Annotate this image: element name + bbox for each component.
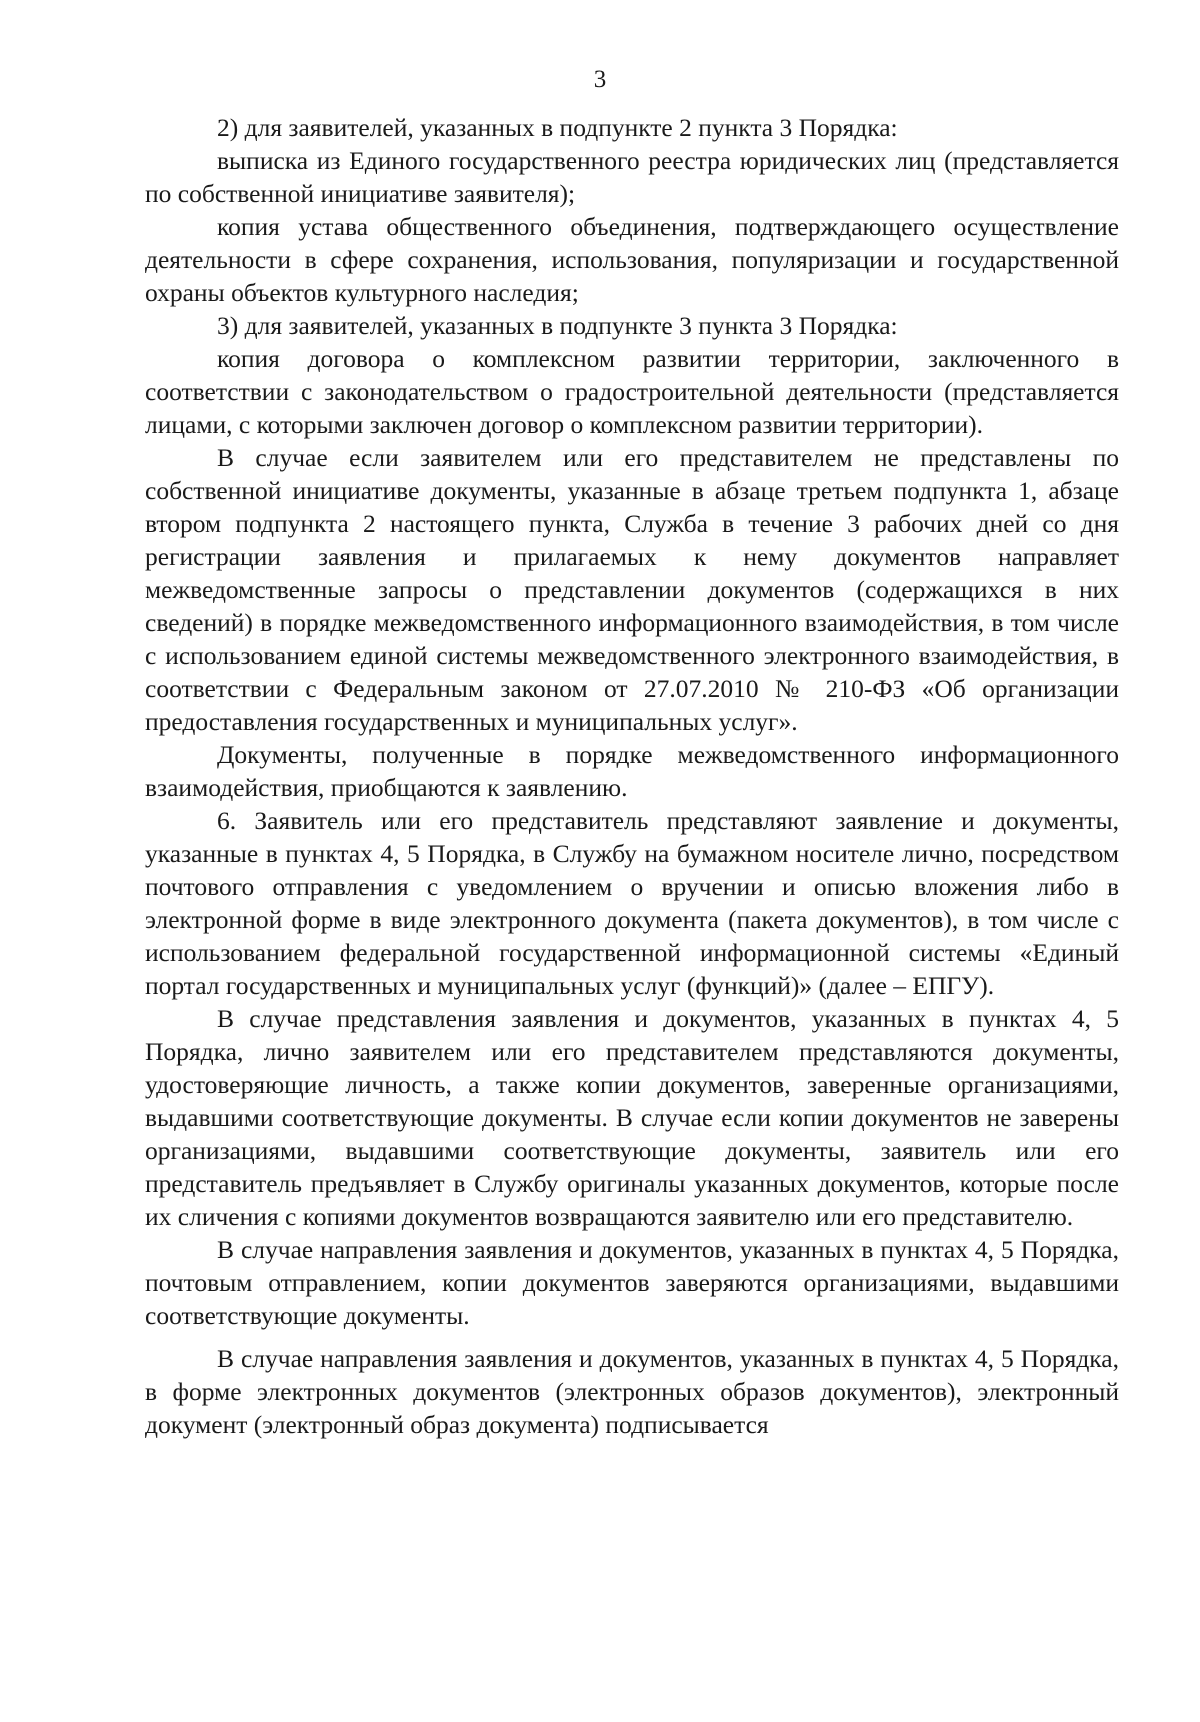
- paragraph: В случае направления заявления и документов, указанных в пунктах 4, 5 Порядка, почтовым отправлением, копии документов заверяются организациями, выдавшими соответствующие документы.: [145, 1235, 1119, 1330]
- paragraph: выписка из Единого государственного реестра юридических лиц (представляется по собственной инициативе заявителя);: [145, 146, 1119, 208]
- paragraph: Документы, полученные в порядке межведомственного информационного взаимодействия, приобщаются к заявлению.: [145, 740, 1119, 802]
- paragraph: В случае направления заявления и документов, указанных в пунктах 4, 5 Порядка, в форме электронных документов (электронных образов документов), электронный документ (электронный образ документа) подписывается: [145, 1344, 1119, 1439]
- paragraph: 6. Заявитель или его представитель представляют заявление и документы, указанные в пунктах 4, 5 Порядка, в Службу на бумажном носителе лично, посредством почтового отправления с уведомлением о вручении и описью вложения либо в электронной форме в виде электронного документа (пакета документов), в том числе с использованием федеральной государственной информационной системы «Единый портал государственных и муниципальных услуг (функций)» (далее – ЕПГУ).: [145, 806, 1119, 1000]
- paragraph: копия устава общественного объединения, подтверждающего осуществление деятельности в сфере сохранения, использования, популяризации и государственной охраны объектов культурного наследия;: [145, 212, 1119, 307]
- paragraph: 2) для заявителей, указанных в подпункте 2 пункта 3 Порядка:: [217, 113, 898, 142]
- page-number: 3: [593, 66, 607, 93]
- document-body: [145, 111, 1119, 1441]
- paragraph: В случае представления заявления и документов, указанных в пунктах 4, 5 Порядка, лично заявителем или его представителем представляются документы, удостоверяющие личность, а также копии документов, заверенные организациями, выдавшими соответствующие документы. В случае если копии документов не заверены организациями, выдавшими соответствующие документы, заявитель или его представитель предъявляет в Службу оригиналы указанных документов, которые после их сличения с копиями документов возвращаются заявителю или его представителю.: [145, 1004, 1119, 1231]
- paragraph: 3) для заявителей, указанных в подпункте 3 пункта 3 Порядка:: [217, 311, 898, 340]
- paragraph: копия договора о комплексном развитии территории, заключенного в соответствии с законодательством о градостроительной деятельности (представляется лицами, с которыми заключен договор о комплексном развитии территории).: [145, 344, 1119, 439]
- paragraph: В случае если заявителем или его представителем не представлены по собственной инициативе документы, указанные в абзаце третьем подпункта 1, абзаце втором подпункта 2 настоящего пункта, Служба в течение 3 рабочих дней со дня регистрации заявления и прилагаемых к нему документов направляет межведомственные запросы о представлении документов (содержащихся в них сведений) в порядке межведомственного информационного взаимодействия, в том числе с использованием единой системы межведомственного электронного взаимодействия, в соответствии с Федеральным законом от 27.07.2010 № 210-ФЗ «Об организации предоставления государственных и муниципальных услуг».: [145, 443, 1119, 736]
